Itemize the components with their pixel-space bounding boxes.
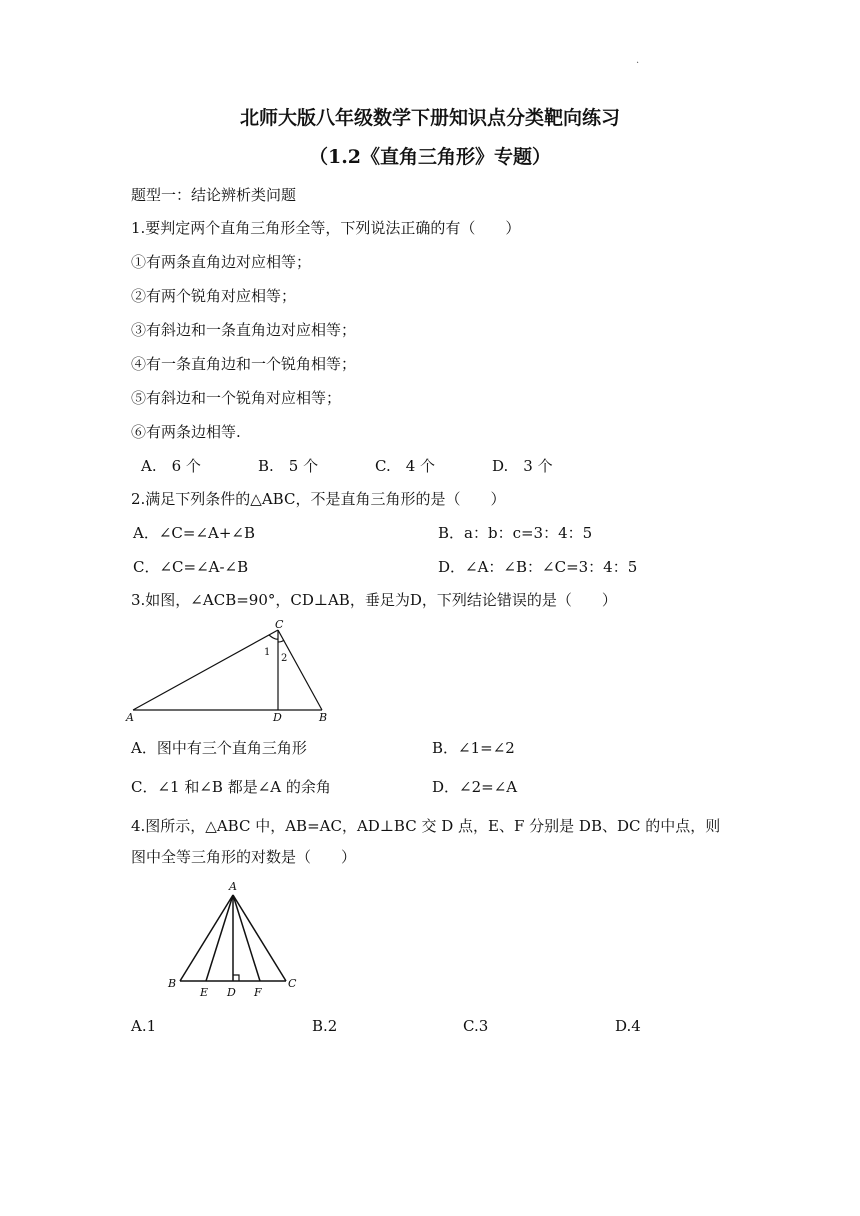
document-subtitle: （1.2《直角三角形》专题） [308,146,552,168]
segment-ae [206,895,233,981]
question-1-option-d: D. 3 个 [492,457,553,475]
angle-1-arc [269,635,278,639]
vertex-c-label: C [288,977,297,990]
question-4-option-c: C.3 [463,1017,489,1035]
side-ab [180,895,233,981]
question-4-stem: 4.图所示，△ABC 中，AB=AC，AD⊥BC 交 D 点，E、F 分别是 DB、DC 的中点，则 [131,817,721,835]
angle-2-label: 2 [281,653,288,664]
corner-mark: · [636,58,640,69]
question-1-option-a: A. 6 个 [141,457,201,475]
document-title: 北师大版八年级数学下册知识点分类靶向练习 [239,107,620,129]
question-3-stem: 3.如图，∠ACB=90°，CD⊥AB，垂足为D，下列结论错误的是（ ） [131,591,617,609]
vertex-b-label: B [168,977,177,990]
question-1-statement: ③有斜边和一条直角边对应相等； [131,321,357,339]
angle-2-arc [278,640,284,642]
side-ac [133,630,278,710]
question-3-option-d: D．∠2=∠A [432,778,518,796]
point-f-label: F [254,986,262,999]
question-2-option-d: D．∠A：∠B：∠C=3：4：5 [438,558,638,576]
angle-1-label: 1 [264,647,271,658]
question-4-option-d: D.4 [615,1017,641,1035]
side-ac [233,895,286,981]
question-4-option-a: A.1 [131,1017,157,1035]
question-4-option-b: B.2 [312,1017,338,1035]
question-1-stem: 1.要判定两个直角三角形全等，下列说法正确的有（ ） [131,219,521,237]
section-heading: 题型一：结论辨析类问题 [131,186,297,204]
question-1-statement: ⑤有斜边和一个锐角对应相等； [131,389,342,407]
question-2-option-c: C．∠C=∠A-∠B [133,558,249,576]
isosceles-triangle-figure [163,875,308,1000]
question-2-stem: 2.满足下列条件的△ABC，不是直角三角形的是（ ） [131,490,506,508]
question-3-option-c: C．∠1 和∠B 都是∠A 的余角 [131,778,331,796]
right-angle-marker [233,975,239,981]
point-d-label: D [227,986,236,999]
question-3-option-b: B．∠1=∠2 [432,739,515,757]
question-1-option-c: C. 4 个 [375,457,436,475]
question-1-statement: ④有一条直角边和一个锐角相等； [131,355,357,373]
vertex-b-label: B [319,711,328,724]
question-1-statement: ②有两个锐角对应相等； [131,287,297,305]
question-1-option-b: B. 5 个 [258,457,319,475]
vertex-a-label: A [126,711,134,724]
right-triangle-figure [125,615,340,727]
segment-af [233,895,260,981]
question-1-statement: ⑥有两条边相等. [131,423,241,441]
question-1-statement: ①有两条直角边对应相等； [131,253,312,271]
question-2-option-a: A．∠C=∠A+∠B [133,524,256,542]
vertex-c-label: C [275,618,284,631]
vertex-a-label: A [229,880,237,893]
point-e-label: E [200,986,209,999]
side-cb [278,630,322,710]
question-2-option-b: B．a：b：c=3：4：5 [438,524,593,542]
question-3-option-a: A．图中有三个直角三角形 [131,739,307,757]
question-4-stem-continued: 图中全等三角形的对数是（ ） [131,848,357,866]
vertex-d-label: D [273,711,282,724]
